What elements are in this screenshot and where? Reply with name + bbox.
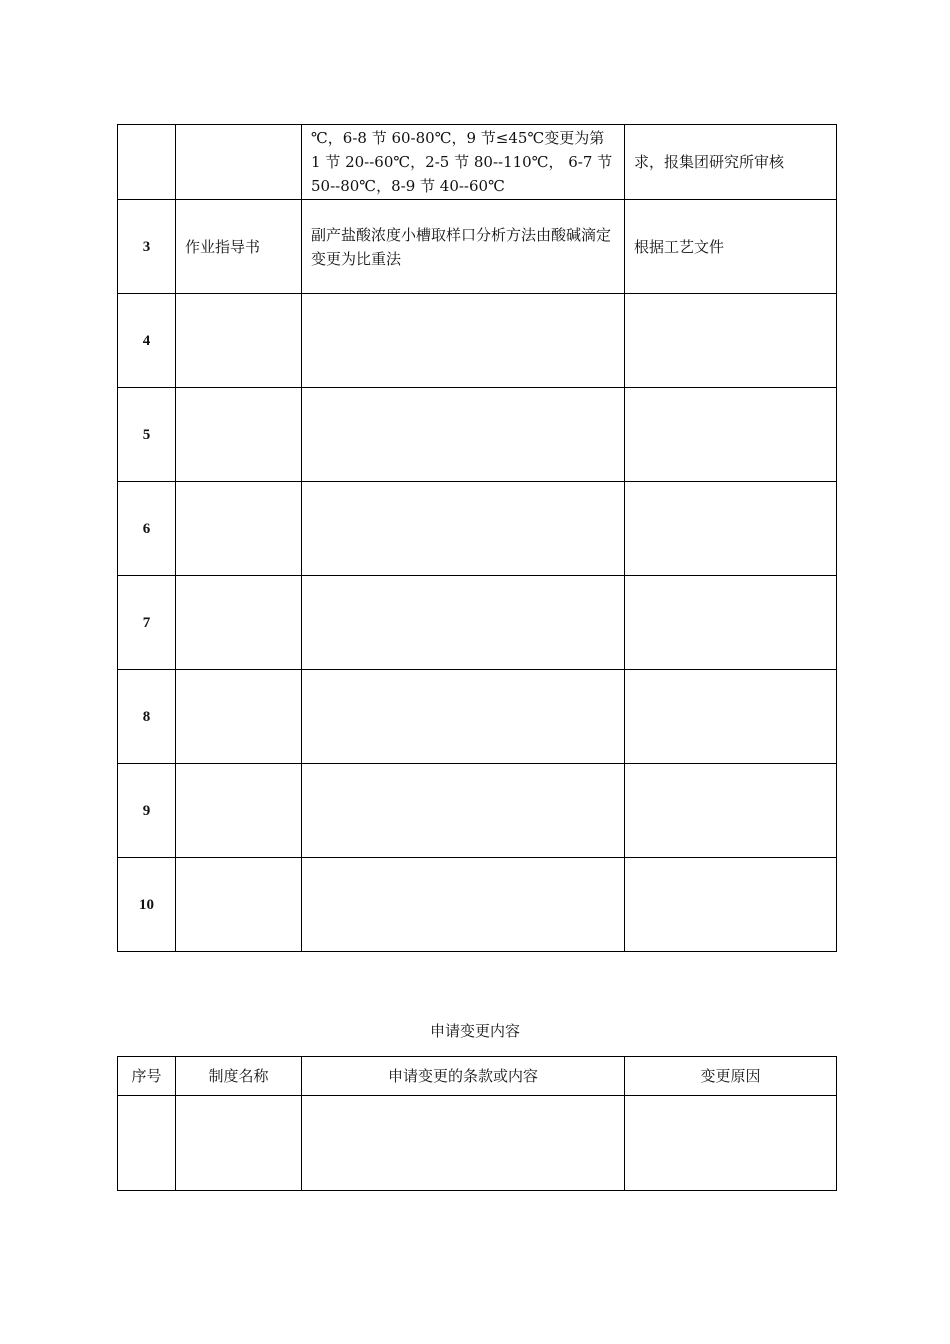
table-row: [118, 858, 837, 952]
table-row: [118, 200, 837, 294]
table-row: [118, 1096, 837, 1191]
change-content: 副产盐酸浓度小槽取样口分析方法由酸碱滴定变更为比重法: [302, 200, 625, 294]
row-number: [118, 125, 176, 200]
regulation-name: [176, 125, 302, 200]
row-number: 10: [118, 858, 176, 952]
header-regulation-name: 制度名称: [176, 1057, 302, 1096]
regulation-name: [176, 858, 302, 952]
change-reason: 根据工艺文件: [625, 200, 837, 294]
row-number: 3: [118, 200, 176, 294]
row-number: [118, 1096, 176, 1191]
table-row: [118, 388, 837, 482]
change-reason: [625, 388, 837, 482]
change-content: [302, 388, 625, 482]
regulation-name: [176, 388, 302, 482]
table-row: [118, 482, 837, 576]
change-reason: [625, 858, 837, 952]
table-row: [118, 670, 837, 764]
change-content: [302, 1096, 625, 1191]
change-content: [302, 858, 625, 952]
change-reason: [625, 294, 837, 388]
row-number: 5: [118, 388, 176, 482]
change-content: [302, 764, 625, 858]
change-record-table: [117, 124, 837, 952]
regulation-name: 作业指导书: [176, 200, 302, 294]
section-title: 申请变更内容: [429, 1022, 520, 1040]
regulation-name: [176, 576, 302, 670]
table-row: [118, 576, 837, 670]
change-reason: 求，报集团研究所审核: [625, 125, 837, 200]
change-content: [302, 670, 625, 764]
change-content: ℃，6-8 节 60-80℃，9 节≤45℃变更为第 1 节 20--60℃，2-5 节 80--110℃， 6-7 节 50--80℃，8-9 节 40--60℃: [302, 125, 625, 200]
row-number: 8: [118, 670, 176, 764]
regulation-name: [176, 670, 302, 764]
table-row: [118, 294, 837, 388]
header-change-content: 申请变更的条款或内容: [302, 1057, 625, 1096]
row-number: 9: [118, 764, 176, 858]
change-application-table: [117, 1056, 837, 1191]
change-reason: [625, 670, 837, 764]
row-number: 4: [118, 294, 176, 388]
change-content: [302, 482, 625, 576]
regulation-name: [176, 764, 302, 858]
change-content: [302, 576, 625, 670]
change-reason: [625, 764, 837, 858]
change-reason: [625, 576, 837, 670]
regulation-name: [176, 1096, 302, 1191]
regulation-name: [176, 482, 302, 576]
row-number: 7: [118, 576, 176, 670]
table-row: [118, 764, 837, 858]
row-number: 6: [118, 482, 176, 576]
change-reason: [625, 482, 837, 576]
table-row: [118, 125, 837, 200]
change-reason: [625, 1096, 837, 1191]
change-content: [302, 294, 625, 388]
regulation-name: [176, 294, 302, 388]
table-header-row: [118, 1057, 837, 1096]
header-number: 序号: [118, 1057, 176, 1096]
header-change-reason: 变更原因: [625, 1057, 837, 1096]
